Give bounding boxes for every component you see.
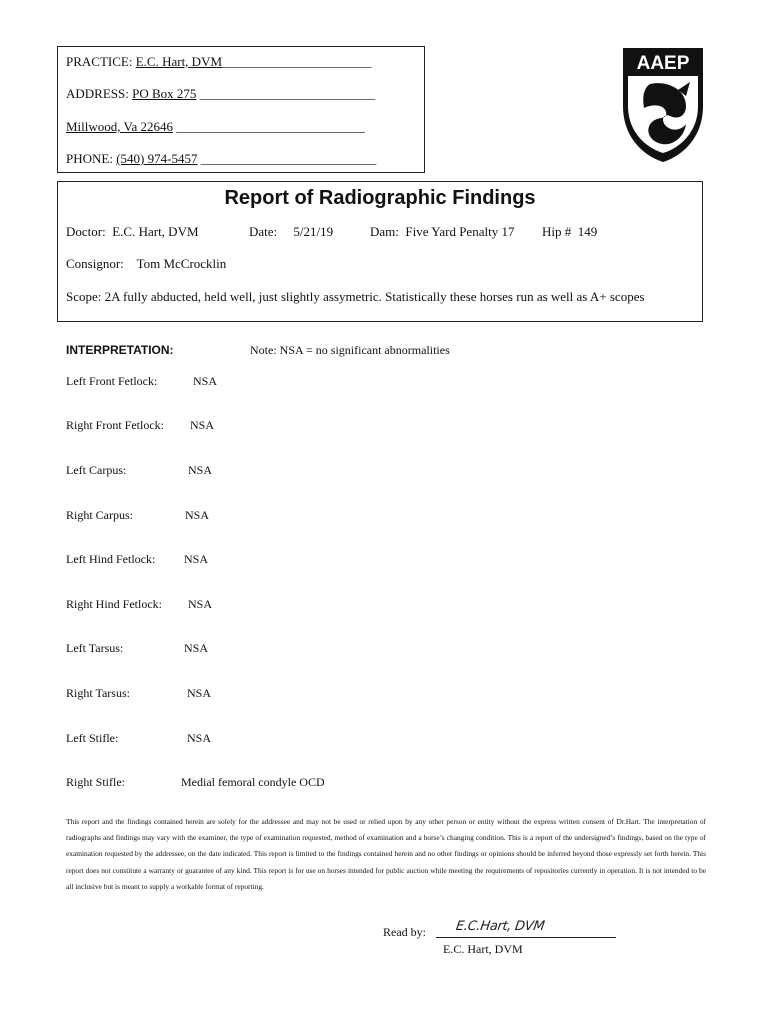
nsa-note: Note: NSA = no significant abnormalities [250,343,450,357]
finding-value: NSA [187,731,212,745]
doctor-label: Doctor: [66,224,106,239]
scope-value: 2A fully abducted, held well, just slightly assymetric. Statistically these horses run as well as A+ scopes [104,289,645,304]
consignor-label: Consignor: [66,256,124,271]
city-line: Millwood, Va 22646 _____________________________ [66,119,365,134]
printed-signer-name: E.C. Hart, DVM [443,942,523,956]
logo-text: AAEP [636,53,690,74]
finding-value: NSA [184,552,209,566]
practice-value: E.C. Hart, DVM [135,54,223,69]
handwritten-signature: E.C.Hart, DVM [454,919,546,934]
finding-value: NSA [193,374,218,388]
dam-value: Five Yard Penalty 17 [405,224,515,239]
address-label: ADDRESS: [66,86,129,101]
practice-label: PRACTICE: [66,54,133,69]
finding-value: Medial femoral condyle OCD [181,775,325,789]
finding-label: Right Tarsus: [66,686,130,700]
read-by-label: Read by: [383,925,426,939]
phone-label: PHONE: [66,151,113,166]
address-line: ADDRESS: PO Box 275 ___________________________ [66,86,376,101]
finding-value: NSA [188,597,213,611]
scope-field [66,289,645,305]
interpretation-heading: INTERPRETATION: [66,343,174,357]
finding-value: NSA [188,463,213,477]
report-title: Report of Radiographic Findings [224,187,536,209]
finding-label: Left Tarsus: [66,641,124,655]
finding-value: NSA [184,641,209,655]
hip-label: Hip # [542,224,572,239]
consignor-field [66,256,226,272]
dam-label: Dam: [370,224,399,239]
dam-field [370,224,514,240]
finding-value: NSA [185,508,210,522]
phone-value: (540) 974-5457 [116,151,198,166]
consignor-value: Tom McCrocklin [136,256,227,271]
finding-label: Left Front Fetlock: [66,374,158,388]
finding-label: Right Stifle: [66,775,126,789]
finding-label: Right Hind Fetlock: [66,597,162,611]
aaep-logo [620,46,706,164]
report-box [57,181,703,322]
finding-label: Left Hind Fetlock: [66,552,156,566]
signature-line [436,937,616,938]
date-field [249,224,333,240]
doctor-value: E.C. Hart, DVM [112,224,199,239]
finding-label: Right Front Fetlock: [66,418,165,432]
hip-field [542,224,597,240]
practice-line: PRACTICE: E.C. Hart, DVM_______________________ [66,54,372,69]
date-label: Date: [249,224,278,239]
practice-info-box [57,46,425,173]
phone-line: PHONE: (540) 974-5457 ___________________________ [66,151,377,166]
finding-value: NSA [187,686,212,700]
hip-value: 149 [577,224,598,239]
finding-label: Left Stifle: [66,731,119,745]
finding-label: Left Carpus: [66,463,127,477]
date-value: 5/21/19 [293,224,334,239]
doctor-field [66,224,199,240]
disclaimer-text: This report and the findings contained herein are solely for the addressee and may not be used or relied upon by any other person or entity without the express written consent of Dr.Hart. The interpretation of radiographs and findings may vary with the examiner, the type of examination requested, method of examination and a horse’s changing condition. This is a report of the undersigned’s findings, based on the type of examination requested by the addressee, on the date indicated. This report is limited to the findings contained herein and no other findings or opinions should be inferred beyond those expressly set forth herein. This report does not constitute a warranty or guarantee of any kind. This report is for use on horses intended for public auction while meeting the requirements of repositories currently in operation. It is not intended to be all inclusive but is meant to supply a workable format of reporting. [66,817,706,891]
scope-label: Scope: [66,289,102,304]
address-value: PO Box 275 [132,86,197,101]
city-value: Millwood, Va 22646 [66,119,174,134]
finding-label: Right Carpus: [66,508,134,522]
finding-value: NSA [190,418,215,432]
